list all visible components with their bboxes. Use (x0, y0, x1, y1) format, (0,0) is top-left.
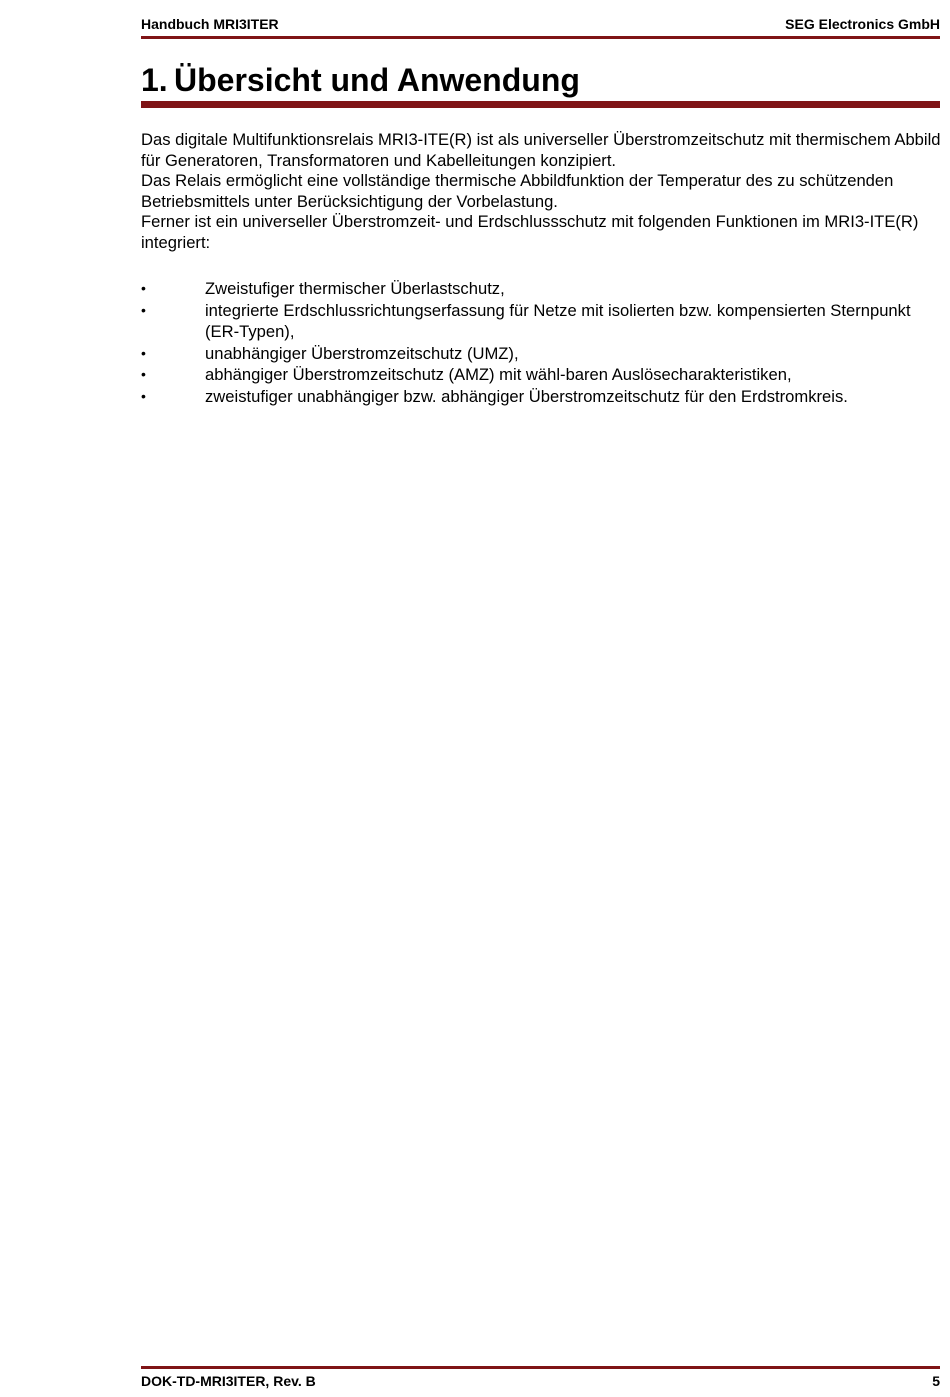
list-item (141, 343, 940, 365)
header-company-name: SEG Electronics GmbH (785, 16, 940, 32)
chapter-title: Übersicht und Anwendung (174, 62, 580, 98)
list-item-text: integrierte Erdschlussrichtungserfassung für Netze mit isolierten bzw. kompensierten Sternpunkt (ER-Typen), (205, 300, 911, 341)
list-item (141, 364, 940, 386)
heading-divider (141, 101, 940, 108)
paragraph: Das digitale Multifunktionsrelais MRI3-ITE(R) ist als universeller Überstromzeitschutz mit thermischem Abbild für Generatoren, Transformatoren und Kabelleitungen konzipiert. (141, 130, 941, 170)
footer-divider (141, 1366, 940, 1369)
bullet-icon: • (141, 387, 146, 404)
bullet-icon: • (141, 344, 146, 361)
footer-document-id: DOK-TD-MRI3ITER, Rev. B (141, 1373, 316, 1389)
page-header (141, 15, 940, 33)
paragraph: Das Relais ermöglicht eine vollständige thermische Abbildfunktion der Temperatur des zu schützenden Betriebsmittels unter Berücksichtigung der Vorbelastung. (141, 171, 894, 211)
page-footer (141, 1372, 940, 1390)
bullet-icon: • (141, 366, 146, 382)
list-item-text: abhängiger Überstromzeitschutz (AMZ) mit wähl-baren Auslösecharakteristiken, (205, 365, 792, 384)
body-text (141, 130, 941, 253)
list-item (141, 386, 940, 408)
paragraph: Ferner ist ein universeller Überstromzeit- und Erdschlussschutz mit folgenden Funktionen im MRI3-ITE(R) integriert: (141, 212, 919, 252)
list-item-text: unabhängiger Überstromzeitschutz (UMZ), (205, 343, 519, 363)
chapter-heading (141, 58, 940, 102)
header-document-title: Handbuch MRI3ITER (141, 16, 279, 32)
list-item-text: Zweistufiger thermischer Überlastschutz, (205, 279, 505, 298)
header-divider (141, 36, 940, 39)
page-number: 5 (932, 1373, 940, 1389)
list-item (141, 278, 940, 300)
chapter-number: 1. (141, 62, 168, 98)
list-item (141, 300, 940, 343)
list-item-text: zweistufiger unabhängiger bzw. abhängiger Überstromzeitschutz für den Erdstromkreis. (205, 386, 848, 406)
bullet-icon: • (141, 280, 146, 296)
bullet-icon: • (141, 301, 146, 318)
function-list (141, 278, 940, 407)
